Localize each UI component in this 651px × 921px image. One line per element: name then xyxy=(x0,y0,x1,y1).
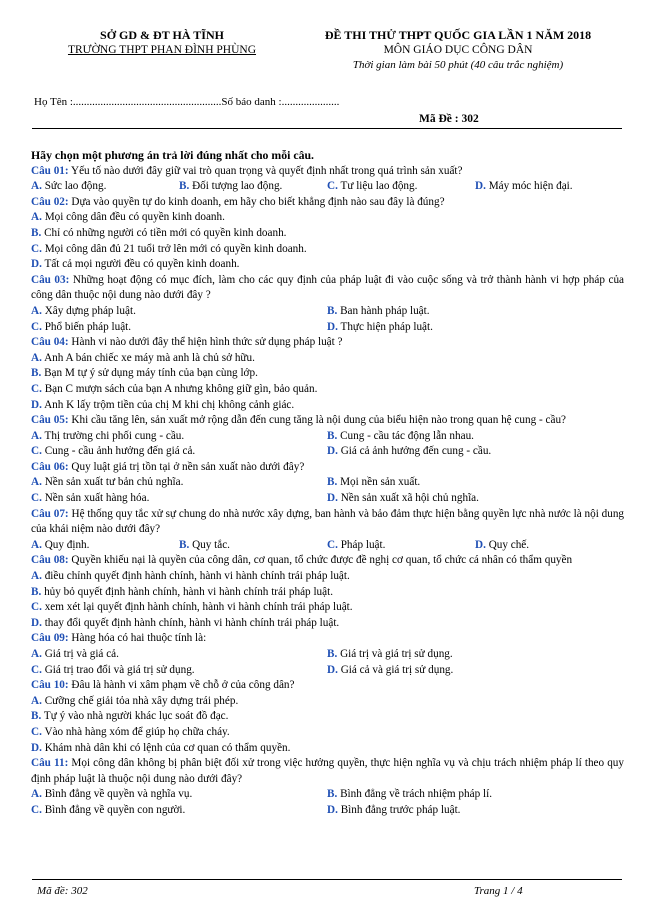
question-number: Câu 11: xyxy=(31,757,69,770)
option-letter: C. xyxy=(31,242,42,255)
answer-option[interactable] xyxy=(31,491,327,507)
answer-option[interactable] xyxy=(31,663,327,679)
option-text: Tư liệu lao động. xyxy=(340,180,418,193)
answer-option[interactable] xyxy=(31,304,327,320)
answer-option[interactable] xyxy=(31,725,230,741)
question-text: Yếu tố nào dưới đây giữ vai trò quan trọng và quyết định nhất trong quá trình sản xuất? xyxy=(71,164,463,177)
question-number: Câu 09: xyxy=(31,632,69,645)
option-text: Ban hành pháp luật. xyxy=(340,304,430,317)
option-text: Cưỡng chế giải tỏa nhà xây dựng trái phép. xyxy=(44,694,239,707)
header-divider xyxy=(32,128,622,129)
answer-row xyxy=(31,600,624,616)
question xyxy=(31,164,624,195)
answer-option[interactable] xyxy=(31,444,327,460)
answer-option[interactable] xyxy=(327,538,475,554)
question-stem xyxy=(31,507,624,538)
option-letter: A. xyxy=(31,429,42,442)
option-letter: D. xyxy=(327,803,338,816)
question-text: Hệ thống quy tắc xử sự chung do nhà nước xây dựng, ban hành và bảo đảm thực hiện bằng quyền lực nhà nước là nội dung của khái niệm nào dưới đây? xyxy=(31,507,625,536)
answer-row xyxy=(31,210,624,226)
question-stem xyxy=(31,631,624,647)
option-letter: D. xyxy=(327,320,338,333)
answer-option[interactable] xyxy=(31,475,327,491)
question-stem xyxy=(31,164,624,180)
answer-option[interactable] xyxy=(31,210,225,226)
question-text: Khi cầu tăng lên, sản xuất mở rộng dẫn đến cung tăng là nội dung của biểu hiện nào trong quan hệ cung - cầu? xyxy=(71,414,567,427)
option-letter: A. xyxy=(31,788,42,801)
answer-row xyxy=(31,382,624,398)
answer-row xyxy=(31,351,624,367)
question-text: Hành vi nào dưới đây thể hiện hình thức sử dụng pháp luật ? xyxy=(71,336,343,349)
question xyxy=(31,631,624,678)
question-stem xyxy=(31,273,624,304)
answer-option[interactable] xyxy=(327,475,623,491)
option-text: Tất cả mọi người đều có quyền kinh doanh. xyxy=(44,258,240,271)
option-letter: B. xyxy=(327,648,338,660)
footer-exam-code: Mã đề: 302 xyxy=(37,885,88,897)
option-letter: A. xyxy=(31,694,42,707)
option-letter: C. xyxy=(31,382,42,395)
option-text: Đối tượng lao động. xyxy=(192,180,283,193)
option-letter: D. xyxy=(31,741,42,754)
answer-option[interactable] xyxy=(475,179,624,195)
answer-row xyxy=(31,491,624,507)
answer-row xyxy=(31,242,624,258)
question-stem xyxy=(31,413,624,429)
answer-row xyxy=(31,585,624,601)
question-number: Câu 02: xyxy=(31,195,69,208)
option-text: Giá cả và giá trị sử dụng. xyxy=(340,663,454,676)
option-text: Cung - cầu ảnh hưởng đến giá cả. xyxy=(44,445,196,458)
option-text: Bình đẳng trước pháp luật. xyxy=(340,803,461,816)
question xyxy=(31,273,624,335)
header-left xyxy=(42,28,282,58)
answer-row xyxy=(31,725,624,741)
answer-option[interactable] xyxy=(327,429,623,445)
option-letter: A. xyxy=(31,476,42,489)
header-right xyxy=(298,28,618,73)
option-letter: D. xyxy=(31,398,42,411)
question-text: Những hoạt động có mục đích, làm cho các quy định của pháp luật đi vào cuộc sống và trở thành hành vi hợp pháp của công dân thuộc nội dung nào dưới đây ? xyxy=(31,273,625,302)
answer-option[interactable] xyxy=(327,304,623,320)
question-stem xyxy=(31,678,624,694)
answer-row xyxy=(31,226,624,242)
answer-option[interactable] xyxy=(31,320,327,336)
answer-row xyxy=(31,398,624,414)
answer-option[interactable] xyxy=(179,179,327,195)
option-text: Thị trường chi phối cung - cầu. xyxy=(44,429,185,442)
question-number: Câu 03: xyxy=(31,273,70,286)
option-letter: D. xyxy=(327,445,338,458)
answer-option[interactable] xyxy=(31,226,286,242)
answer-option[interactable] xyxy=(327,787,623,803)
option-letter: A. xyxy=(31,304,42,317)
answer-row xyxy=(31,803,624,819)
option-text: Bình đẳng về trách nhiệm pháp lí. xyxy=(340,788,492,801)
option-letter: B. xyxy=(327,429,338,442)
option-letter: D. xyxy=(31,616,42,629)
option-text: Quy định. xyxy=(44,538,90,551)
option-letter: C. xyxy=(31,803,42,816)
option-letter: C. xyxy=(31,445,42,458)
option-text: Thực hiện pháp luật. xyxy=(340,320,433,333)
exam-title: ĐỀ THI THỬ THPT QUỐC GIA LẦN 1 NĂM 2018 xyxy=(324,28,592,42)
page-number: Trang 1 / 4 xyxy=(474,885,523,897)
option-letter: B. xyxy=(31,585,42,598)
question xyxy=(31,553,624,631)
option-text: Giá trị trao đổi và giá trị sử dụng. xyxy=(44,663,195,676)
question-text: Hàng hóa có hai thuộc tính là: xyxy=(71,632,207,645)
option-letter: D. xyxy=(31,258,42,271)
option-text: Bạn M tự ý sử dụng máy tính của bạn cùng lớp. xyxy=(44,367,258,380)
answer-option[interactable] xyxy=(31,787,327,803)
student-info-line xyxy=(34,96,339,108)
question-stem xyxy=(31,335,624,351)
option-text: Chỉ có những người có tiền mới có quyền kinh doanh. xyxy=(44,226,287,239)
option-letter: B. xyxy=(179,180,190,193)
option-text: xem xét lại quyết định hành chính, hành vi hành chính trái pháp luật. xyxy=(44,601,353,614)
option-text: Tự ý vào nhà người khác lục soát đồ đạc. xyxy=(43,710,229,723)
question-text: Dựa vào quyền tự do kinh doanh, em hãy cho biết khẳng định nào sau đây là đúng? xyxy=(71,195,445,208)
option-letter: C. xyxy=(31,320,42,333)
option-text: Giá trị và giá trị sử dụng. xyxy=(340,648,453,660)
question xyxy=(31,335,624,413)
option-text: thay đổi quyết định hành chính, hành vi hành chính trái pháp luật. xyxy=(44,616,340,629)
answer-row xyxy=(31,569,624,585)
answer-option[interactable] xyxy=(31,398,294,414)
option-text: Xây dựng pháp luật. xyxy=(44,304,136,317)
option-letter: C. xyxy=(327,180,338,193)
footer-divider xyxy=(32,879,622,880)
option-letter: D. xyxy=(327,492,338,505)
option-text: Giá trị và giá cả. xyxy=(44,648,119,660)
question-number: Câu 04: xyxy=(31,336,69,349)
question-number: Câu 08: xyxy=(31,554,69,567)
answer-option[interactable] xyxy=(31,694,238,710)
answer-row xyxy=(31,304,624,320)
option-text: Vào nhà hàng xóm để giúp họ chữa cháy. xyxy=(44,725,230,738)
option-letter: D. xyxy=(327,663,338,676)
option-letter: D. xyxy=(475,180,486,193)
answer-option[interactable] xyxy=(179,538,327,554)
candidate-number-field: Số báo danh :..................... xyxy=(221,96,340,108)
option-letter: A. xyxy=(31,538,42,551)
option-text: Cung - cầu tác động lẫn nhau. xyxy=(340,429,474,442)
answer-row xyxy=(31,429,624,445)
option-text: Nền sản xuất hàng hóa. xyxy=(44,492,150,505)
answer-option[interactable] xyxy=(31,585,333,601)
exam-code: Mã Đề : 302 xyxy=(419,113,479,125)
answer-option[interactable] xyxy=(31,741,290,757)
question-text: Quy luật giá trị tồn tại ở nền sản xuất nào dưới đây? xyxy=(71,460,305,473)
answer-option[interactable] xyxy=(31,179,179,195)
subject-name: MÔN GIÁO DỤC CÔNG DÂN xyxy=(383,44,533,56)
option-text: Bạn C mượn sách của bạn A nhưng không giữ gìn, bảo quản. xyxy=(44,382,318,395)
answer-option[interactable] xyxy=(31,616,339,632)
question-number: Câu 01: xyxy=(31,164,69,177)
option-text: Khám nhà dân khi có lệnh của cơ quan có thẩm quyền. xyxy=(44,741,291,754)
option-letter: B. xyxy=(327,304,338,317)
answer-option[interactable] xyxy=(31,429,327,445)
answer-option[interactable] xyxy=(31,538,179,554)
answer-option[interactable] xyxy=(31,803,327,819)
option-letter: B. xyxy=(31,367,42,380)
option-text: Quy chế. xyxy=(488,538,530,551)
question xyxy=(31,460,624,507)
question-text: Đâu là hành vi xâm phạm về chỗ ở của công dân? xyxy=(71,679,295,692)
answer-row xyxy=(31,538,624,554)
answer-option[interactable] xyxy=(31,709,228,725)
option-letter: A. xyxy=(31,180,42,193)
answer-option[interactable] xyxy=(475,538,624,554)
answer-row xyxy=(31,694,624,710)
option-text: Anh A bán chiếc xe máy mà anh là chủ sở hữu. xyxy=(44,351,255,364)
answer-option[interactable] xyxy=(327,444,623,460)
answer-row xyxy=(31,320,624,336)
question-stem xyxy=(31,553,624,569)
question xyxy=(31,507,624,554)
question-number: Câu 10: xyxy=(31,679,69,692)
option-letter: C. xyxy=(31,601,42,614)
option-text: hủy bỏ quyết định hành chính, hành vi hành chính trái pháp luật. xyxy=(44,585,334,598)
option-text: Phổ biến pháp luật. xyxy=(44,320,132,333)
answer-option[interactable] xyxy=(327,320,623,336)
answer-option[interactable] xyxy=(31,351,255,367)
option-letter: A. xyxy=(31,351,42,364)
answer-option[interactable] xyxy=(31,366,258,382)
question xyxy=(31,678,624,756)
question xyxy=(31,413,624,460)
option-text: Quy tắc. xyxy=(192,538,230,551)
answer-row xyxy=(31,787,624,803)
time-note: Thời gian làm bài 50 phút (40 câu trắc nghiệm) xyxy=(352,59,564,71)
question xyxy=(31,195,624,273)
option-text: Sức lao động. xyxy=(44,180,107,193)
option-text: Mọi nền sản xuất. xyxy=(340,476,421,489)
option-letter: A. xyxy=(31,648,42,660)
question-stem xyxy=(31,460,624,476)
option-text: Mọi công dân đều có quyền kinh doanh. xyxy=(44,211,225,224)
answer-row xyxy=(31,257,624,273)
option-text: Nền sản xuất tư bản chủ nghĩa. xyxy=(44,476,184,489)
answer-row xyxy=(31,663,624,679)
answer-row xyxy=(31,647,624,663)
question-stem xyxy=(31,756,624,787)
option-letter: B. xyxy=(179,538,190,551)
option-text: Mọi công dân đủ 21 tuổi trở lên mới có quyền kinh doanh. xyxy=(44,242,307,255)
answer-option[interactable] xyxy=(327,179,475,195)
option-letter: B. xyxy=(31,710,42,723)
answer-option[interactable] xyxy=(327,663,623,679)
option-text: Pháp luật. xyxy=(340,538,386,551)
option-letter: B. xyxy=(31,226,42,239)
option-letter: C. xyxy=(31,725,42,738)
question-text: Quyền khiếu nại là quyền của công dân, cơ quan, tổ chức được đề nghị cơ quan, tổ chức cá nhân có thẩm quyền xyxy=(71,554,573,567)
option-text: Anh K lấy trộm tiền của chị M khi chị không cảnh giác. xyxy=(44,398,295,411)
option-text: Bình đẳng về quyền con người. xyxy=(44,803,186,816)
option-letter: A. xyxy=(31,211,42,224)
option-text: Máy móc hiện đại. xyxy=(488,180,573,193)
option-letter: B. xyxy=(327,788,338,801)
name-field: Họ Tên :...................................................... xyxy=(34,96,222,108)
option-letter: C. xyxy=(327,538,338,551)
answer-option[interactable] xyxy=(31,569,350,585)
question-stem xyxy=(31,195,624,211)
answer-option[interactable] xyxy=(327,491,623,507)
answer-row xyxy=(31,444,624,460)
answer-row xyxy=(31,741,624,757)
question-number: Câu 06: xyxy=(31,460,69,473)
answer-option[interactable] xyxy=(31,382,317,398)
answer-row xyxy=(31,366,624,382)
option-text: điều chỉnh quyết định hành chính, hành vi hành chính trái pháp luật. xyxy=(44,570,350,583)
answer-row xyxy=(31,475,624,491)
answer-option[interactable] xyxy=(31,242,307,258)
option-text: Bình đẳng về quyền và nghĩa vụ. xyxy=(44,788,193,801)
option-text: Giá cả ảnh hưởng đến cung - cầu. xyxy=(340,445,492,458)
option-letter: C. xyxy=(31,663,42,676)
answer-row xyxy=(31,616,624,632)
answer-option[interactable] xyxy=(327,803,623,819)
option-letter: A. xyxy=(31,570,42,583)
answer-option[interactable] xyxy=(31,257,239,273)
option-letter: D. xyxy=(475,538,486,551)
option-text: Nền sản xuất xã hội chủ nghĩa. xyxy=(340,492,479,505)
answer-option[interactable] xyxy=(31,600,353,616)
option-letter: C. xyxy=(31,492,42,505)
answer-option[interactable] xyxy=(327,647,623,663)
question-text: Mọi công dân không bị phân biệt đối xử trong việc hưởng quyền, thực hiện nghĩa vụ và chịu trách nhiệm pháp lí theo quy định pháp luật là thuộc nội dung nào dưới đây? xyxy=(31,757,624,785)
school-name: TRƯỜNG THPT PHAN ĐÌNH PHÙNG xyxy=(67,44,257,56)
questions xyxy=(31,164,624,819)
question xyxy=(31,756,624,818)
question-number: Câu 07: xyxy=(31,507,69,520)
question-number: Câu 05: xyxy=(31,414,69,427)
question-list xyxy=(31,148,624,819)
answer-row xyxy=(31,179,624,195)
option-letter: B. xyxy=(327,476,338,489)
answer-row xyxy=(31,709,624,725)
answer-option[interactable] xyxy=(31,647,327,663)
instruction: Hãy chọn một phương án trả lời đúng nhất cho mỗi câu. xyxy=(31,148,314,162)
department-name: SỞ GD & ĐT HÀ TĨNH xyxy=(100,28,224,42)
